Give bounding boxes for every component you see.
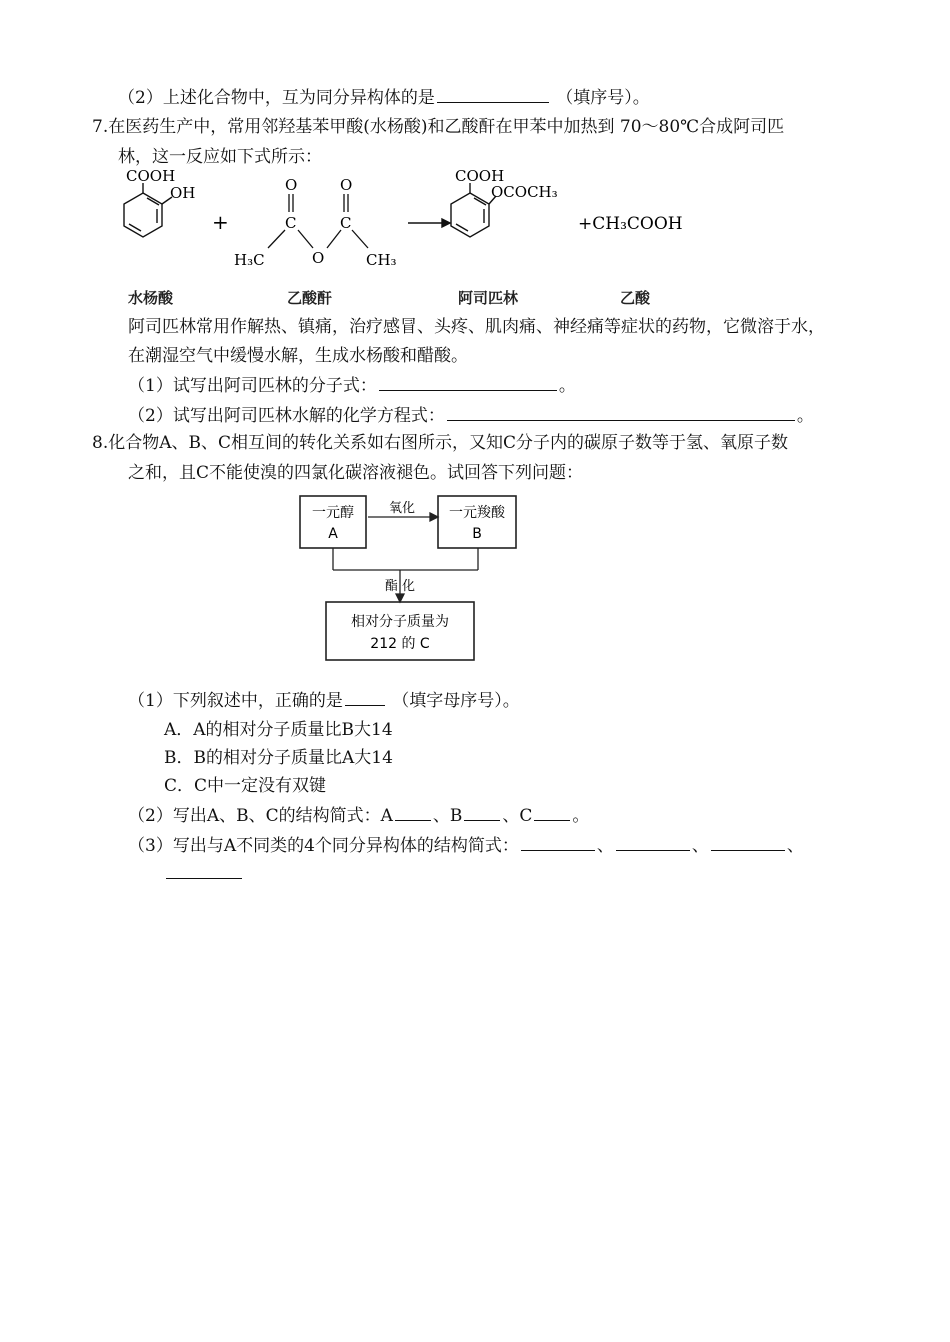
q8-part2 [128, 804, 589, 827]
q8-part1-text: （1）下列叙述中，正确的是 [128, 691, 343, 711]
q7-part2 [128, 404, 814, 427]
sep-3: 、 [786, 836, 804, 856]
salicylic-oh: OH [170, 184, 196, 202]
salicylic-cooh: COOH [126, 167, 176, 185]
q8-choice-blank[interactable] [345, 689, 385, 706]
box-b-line1: 一元羧酸 [449, 505, 505, 521]
isomer-blank-3[interactable] [711, 834, 785, 851]
q8-part2-text-b: 、B [432, 806, 463, 826]
q7-part2-end: 。 [796, 406, 814, 426]
aspirin-structure [451, 183, 496, 237]
label-acetic-anhydride: 乙酸酐 [287, 289, 333, 307]
q7-intro-line1: 7.在医药生产中，常用邻羟基苯甲酸(水杨酸)和乙酸酐在甲苯中加热到 70～80℃合成阿司匹 [92, 117, 785, 137]
q6-part2-end: （填序号）。 [556, 88, 650, 108]
box-c-line2: 212 的 C [370, 636, 430, 652]
ester-arrow-head [396, 594, 404, 602]
q8-option-c: C．C中一定没有双键 [164, 776, 327, 796]
q7-intro-line2: 林，这一反应如下式所示： [118, 147, 322, 167]
sep-2: 、 [691, 836, 709, 856]
acetic-anhydride-structure [268, 194, 368, 248]
q8-part3-text: （3）写出与A不同类的4个同分异构体的结构简式： [128, 836, 519, 856]
label-salicylic-acid: 水杨酸 [128, 289, 174, 307]
salicylic-acid-structure [124, 183, 172, 237]
q8-part3-continued [164, 862, 244, 885]
plus-sign-1: + [212, 210, 229, 234]
box-a-line2: A [328, 526, 338, 542]
box-c-line1: 相对分子质量为 [351, 614, 449, 630]
q8-option-b: B．B的相对分子质量比A大14 [164, 748, 393, 768]
q8-blank-a[interactable] [395, 804, 431, 821]
q7-part1-end: 。 [558, 376, 576, 396]
label-aspirin: 阿司匹林 [458, 289, 519, 307]
aspirin-cooh: COOH [455, 167, 505, 185]
oxidation-arrow-head [430, 513, 438, 521]
q7-formula-blank[interactable] [379, 374, 557, 391]
q8-part1 [128, 689, 520, 712]
anhydride-ch3: CH₃ [366, 251, 397, 269]
sep-1: 、 [596, 836, 614, 856]
anhydride-o-left: O [285, 176, 298, 194]
q7-desc-line2: 在潮湿空气中缓慢水解，生成水杨酸和醋酸。 [128, 346, 468, 366]
q8-part2-end: 。 [572, 806, 590, 826]
isomer-blank-4[interactable] [166, 862, 242, 879]
q8-intro-line1: 8.化合物A、B、C相互间的转化关系如右图所示，又知C分子内的碳原子数等于氢、氧原子数 [92, 433, 789, 453]
esterification-label: 酯 化 [384, 579, 416, 594]
isomer-blank-1[interactable] [521, 834, 595, 851]
anhydride-c-left: C [285, 214, 297, 232]
q8-part3 [128, 834, 804, 857]
q8-option-a: A．A的相对分子质量比B大14 [164, 720, 393, 740]
anhydride-h3c: H₃C [234, 251, 265, 269]
q7-desc-line1: 阿司匹林常用作解热、镇痛，治疗感冒、头疼、肌肉痛、神经痛等症状的药物，它微溶于水， [128, 317, 825, 337]
oxidation-label: 氧化 [388, 501, 416, 516]
acetic-acid-product: +CH₃COOH [578, 214, 683, 234]
aspirin-ococh3: OCOCH₃ [491, 183, 558, 201]
q7-part1-text: （1）试写出阿司匹林的分子式： [128, 376, 377, 396]
q6-part2 [118, 86, 650, 109]
q8-intro-line2: 之和，且C不能使溴的四氯化碳溶液褪色。试回答下列问题： [128, 463, 584, 483]
q8-part2-text-a: （2）写出A、B、C的结构简式：A [128, 806, 393, 826]
box-a-line1: 一元醇 [312, 505, 354, 521]
anhydride-c-right: C [340, 214, 352, 232]
q7-part1 [128, 374, 576, 397]
q8-blank-c[interactable] [534, 804, 570, 821]
q6-answer-blank[interactable] [437, 86, 549, 103]
conversion-diagram [298, 488, 528, 668]
q6-part2-text: （2）上述化合物中，互为同分异构体的是 [118, 88, 435, 108]
q8-part1-end: （填字母序号）。 [392, 691, 520, 711]
anhydride-o-right: O [340, 176, 353, 194]
reaction-scheme [110, 166, 730, 276]
q8-blank-b[interactable] [464, 804, 500, 821]
q8-part2-text-c: 、C [502, 806, 533, 826]
q7-part2-text: （2）试写出阿司匹林水解的化学方程式： [128, 406, 445, 426]
label-acetic-acid: 乙酸 [620, 289, 651, 307]
box-b-line2: B [472, 526, 482, 542]
isomer-blank-2[interactable] [616, 834, 690, 851]
q7-equation-blank[interactable] [447, 404, 795, 421]
anhydride-o-bridge: O [312, 249, 325, 267]
reaction-arrow [408, 219, 450, 227]
